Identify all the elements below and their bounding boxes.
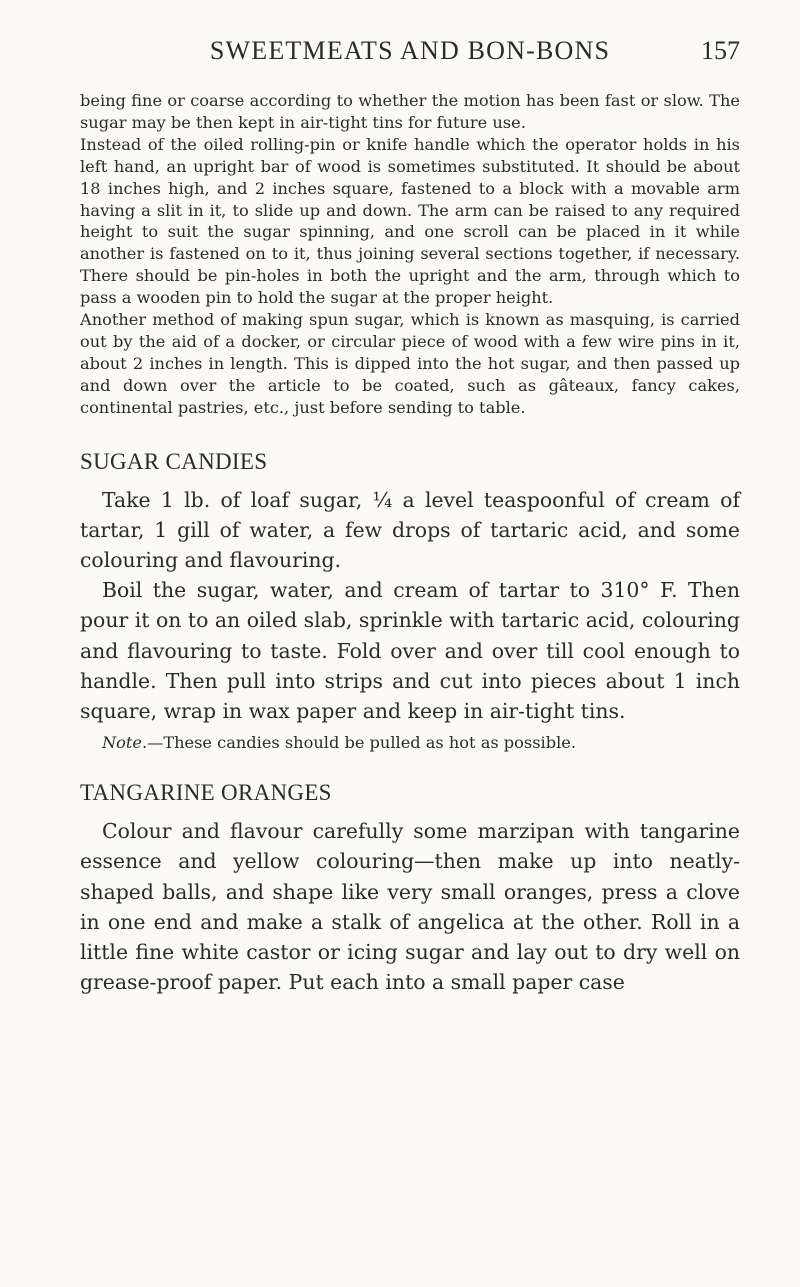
note-text: —These candies should be pulled as hot as possible. bbox=[147, 733, 576, 753]
section-tangarine-oranges bbox=[80, 780, 740, 997]
paragraph: Another method of making spun sugar, which is known as masquing, is carried out by the aid of a docker, or circular piece of wood with a few wire pins in it, about 2 inches in length. This is dipped into the hot sugar, and then passed up and down over the article to be coated, such as gâteaux, fancy cakes, continental pastries, etc., just before sending to table. bbox=[80, 310, 740, 417]
method-paragraph: Boil the sugar, water, and cream of tartar to 310° F. Then pour it on to an oiled slab, sprinkle with tartaric acid, colouring and flavouring to taste. Fold over and over till cool enough to handle. Then pull into strips and cut into pieces about 1 inch square, wrap in wax paper and keep in air-tight tins. bbox=[80, 578, 740, 724]
section-sugar-candies bbox=[80, 449, 740, 759]
note bbox=[80, 728, 740, 758]
intro-text bbox=[80, 90, 740, 419]
note-label: Note. bbox=[102, 733, 148, 753]
page-number: 157 bbox=[701, 36, 740, 65]
paragraph: Instead of the oiled rolling-pin or knife handle which the operator holds in his left hand, an upright bar of wood is sometimes substituted. It should be about 18 inches high, and 2 inches square, fastened to a block with a movable arm having a slit in it, to slide up and down. The arm can be raised to any required height to suit the sugar spinning, and one scroll can be placed in it while another is fastened on to it, thus joining several sections together, if necessary. There should be pin-holes in both the upright and the arm, through which to pass a wooden pin to hold the sugar at the proper height. bbox=[80, 134, 740, 308]
ingredients-paragraph: Take 1 lb. of loaf sugar, ¼ a level teaspoonful of cream of tartar, 1 gill of water, a few drops of tartaric acid, and some colouring and flavouring. bbox=[80, 487, 740, 572]
page-title: SWEETMEATS AND BON-BONS bbox=[209, 36, 611, 65]
paragraph: being fine or coarse according to whether the motion has been fast or slow. The sugar may be then kept in air-tight tins for future use. bbox=[80, 91, 740, 132]
method-paragraph: Colour and flavour carefully some marzipan with tangarine essence and yellow colouring—then make up into neatly-shaped balls, and shape like very small oranges, press a clove in one end and make a stalk of angelica at the other. Roll in a little fine white castor or icing sugar and lay out to dry well on grease-proof paper. Put each into a small paper case bbox=[80, 819, 740, 995]
running-head bbox=[80, 0, 740, 90]
section-title: TANGARINE ORANGES bbox=[80, 780, 332, 806]
section-title: SUGAR CANDIES bbox=[80, 448, 268, 474]
